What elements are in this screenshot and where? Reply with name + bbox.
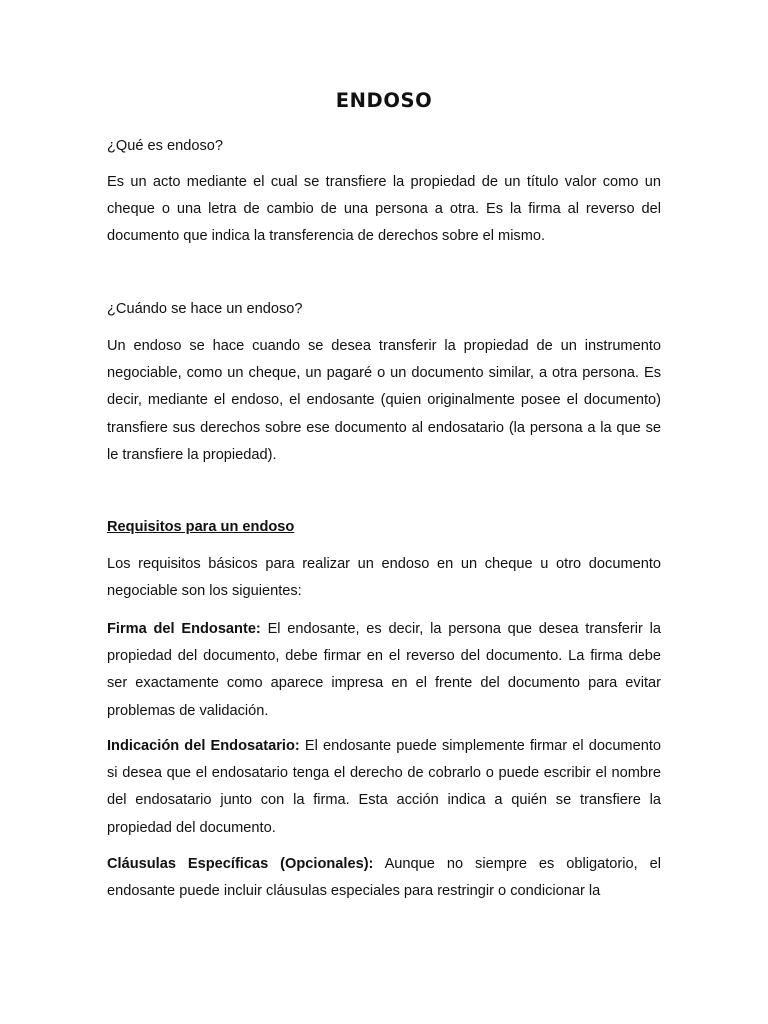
paragraph-when: Un endoso se hace cuando se desea transferir la propiedad de un instrumento negociable, como un cheque, un pagaré o un documento similar, a otra persona. Es decir, mediante el endoso, el endosante (quien originalmente posee el documento) transfiere sus derechos sobre ese documento al endosatario (la persona a la que se le transfiere la propiedad). bbox=[107, 338, 661, 463]
requirement-indicacion-text: El endosante puede simplemente firmar el documento si desea que el endosatario tenga el derecho de cobrarlo o puede escribir el nombre del endosatario junto con la firma. Esta acción indica a quién se transfiere la propiedad del documento. bbox=[107, 738, 661, 836]
requirement-clausulas bbox=[107, 851, 661, 905]
requirement-firma bbox=[107, 616, 661, 725]
requirement-clausulas-label: Cláusulas Específicas (Opcionales): bbox=[107, 856, 374, 872]
section-heading-text: Requisitos para un endoso bbox=[107, 519, 295, 535]
paragraph-definition: Es un acto mediante el cual se transfiere la propiedad de un título valor como un cheque o una letra de cambio de una persona a otra. Es la firma al reverso del documento que indica la transferencia de derechos sobre el mismo. bbox=[107, 174, 661, 245]
requirement-clausulas-text: Aunque no siempre es obligatorio, el endosante puede incluir cláusulas especiales para restringir o condicionar la bbox=[107, 856, 661, 900]
requirement-firma-text: El endosante, es decir, la persona que desea transferir la propiedad del documento, debe firmar en el reverso del documento. La firma debe ser exactamente como aparece impresa en el frente del documento para evitar problemas de validación. bbox=[107, 621, 661, 719]
requirement-firma-label: Firma del Endosante: bbox=[107, 621, 261, 637]
question-what-is-endoso: ¿Qué es endoso? bbox=[107, 138, 224, 154]
paragraph-requisitos-intro: Los requisitos básicos para realizar un endoso en un cheque u otro documento negociable son los siguientes: bbox=[107, 556, 661, 600]
section-heading-requisitos bbox=[107, 514, 661, 541]
requirement-indicacion bbox=[107, 733, 661, 842]
question-when-endoso: ¿Cuándo se hace un endoso? bbox=[107, 301, 303, 317]
document-title: ENDOSO bbox=[335, 89, 433, 112]
requirement-indicacion-label: Indicación del Endosatario: bbox=[107, 738, 300, 754]
